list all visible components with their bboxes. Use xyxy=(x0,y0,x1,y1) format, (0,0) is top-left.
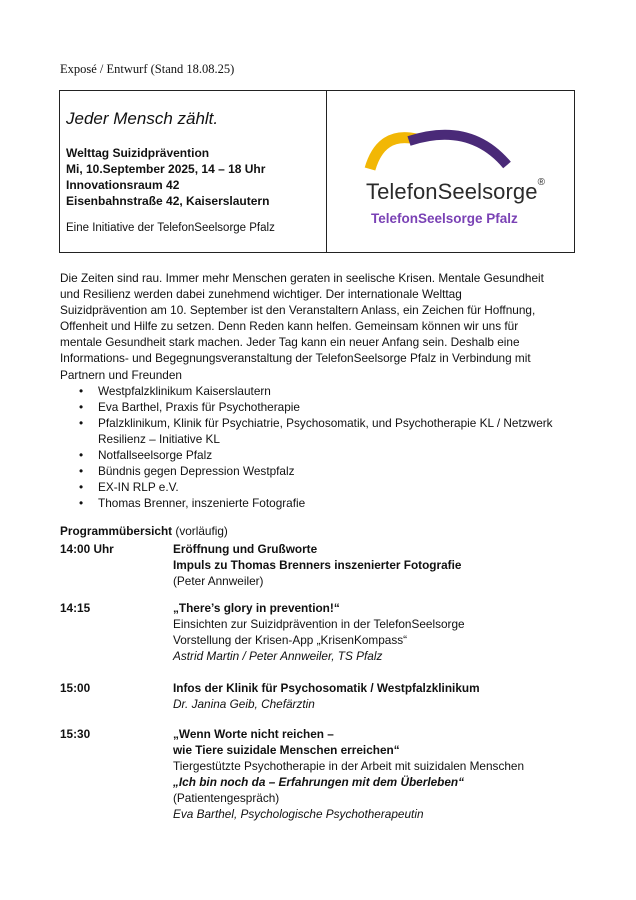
bullet-icon: • xyxy=(79,496,84,511)
intro-line: Die Zeiten sind rau. Immer mehr Menschen geraten in seelische Krisen. Mentale Gesundheit xyxy=(60,271,544,285)
partner-name: Eva Barthel, Praxis für Psychotherapie xyxy=(98,399,300,414)
slot-time: 14:00 Uhr xyxy=(60,542,114,556)
program-heading-label: Programmübersicht xyxy=(60,524,173,538)
event-address: Eisenbahnstraße 42, Kaiserslautern xyxy=(66,194,270,208)
slot-time: 14:15 xyxy=(60,601,91,615)
logo-subtitle: TelefonSeelsorge Pfalz xyxy=(371,211,518,226)
intro-line: Suizidprävention am 10. September ist den Veranstaltern Anlass, ein Zeichen für Hoffnung, xyxy=(60,303,536,318)
slot-title: Eröffnung und Grußworte xyxy=(173,542,318,556)
partner-item xyxy=(60,383,580,399)
slot-title: Infos der Klinik für Psychosomatik / Westpfalzklinikum xyxy=(173,681,480,695)
logo-name-text: TelefonSeelsorge xyxy=(366,179,538,204)
logo-arc-purple xyxy=(409,135,507,165)
telefonseelsorge-logo-icon xyxy=(327,91,574,252)
intro-section xyxy=(60,270,580,511)
intro-line: Informations- und Begegnungsveranstaltung der TelefonSeelsorge Pfalz in Verbindung mit xyxy=(60,351,531,366)
intro-line: Offenheit und Hilfe zu setzen. Denn Reden kann helfen. Gemeinsam können wir uns für xyxy=(60,319,519,334)
partner-name: Thomas Brenner, inszenierte Fotografie xyxy=(98,496,306,511)
slot-title: „Wenn Worte nicht reichen – xyxy=(173,727,334,741)
partner-item xyxy=(60,495,580,511)
partner-name: Bündnis gegen Depression Westpfalz xyxy=(98,464,295,479)
intro-line: und Resilienz werden dabei zunehmend wichtiger. Der internationale Welttag xyxy=(60,287,462,302)
event-info-box xyxy=(59,90,575,253)
slot-speaker: Dr. Janina Geib, Chefärztin xyxy=(173,697,315,712)
partner-name: EX-IN RLP e.V. xyxy=(98,480,179,495)
slot-note: (Patientengespräch) xyxy=(173,791,280,806)
registered-mark: ® xyxy=(537,177,546,188)
partner-item xyxy=(60,447,580,463)
slot-subtitle: „Ich bin noch da – Erfahrungen mit dem Überleben“ xyxy=(173,775,465,790)
slot-time: 15:00 xyxy=(60,681,91,695)
bullet-icon: • xyxy=(79,399,84,414)
logo-wordmark xyxy=(366,179,545,205)
partner-name: Westpfalzklinikum Kaiserslautern xyxy=(98,383,271,398)
partner-item xyxy=(60,463,580,479)
bullet-icon: • xyxy=(79,415,84,430)
slot-description: Tiergestützte Psychotherapie in der Arbeit mit suizidalen Menschen xyxy=(173,759,525,774)
partner-name: Resilienz – Initiative KL xyxy=(98,431,220,446)
partner-list xyxy=(60,383,580,512)
slot-time: 15:30 xyxy=(60,727,91,741)
slot-description: Vorstellung der Krisen-App „KrisenKompass“ xyxy=(173,633,408,648)
slot-title: wie Tiere suizidale Menschen erreichen“ xyxy=(173,743,400,758)
slot-subtitle: Impuls zu Thomas Brenners inszenierter Fotografie xyxy=(173,558,462,573)
logo-arc-yellow xyxy=(370,138,416,169)
partner-name: Notfallseelsorge Pfalz xyxy=(98,448,213,463)
bullet-icon: • xyxy=(79,480,84,495)
event-motto: Jeder Mensch zählt. xyxy=(66,109,219,128)
intro-paragraph xyxy=(60,270,580,383)
program-heading xyxy=(60,524,228,538)
slot-title: „There’s glory in prevention!“ xyxy=(173,601,340,615)
partner-name: Pfalzklinikum, Klinik für Psychiatrie, Psychosomatik, und Psychotherapie KL / Netzwerk xyxy=(98,415,553,430)
partner-item xyxy=(60,399,580,415)
intro-line: mentale Gesundheit stark machen. Jeder Tag kann ein neuer Anfang sein. Deshalb eine xyxy=(60,335,520,350)
event-initiative: Eine Initiative der TelefonSeelsorge Pfalz xyxy=(66,222,275,234)
event-date: Mi, 10.September 2025, 14 – 18 Uhr xyxy=(66,162,266,176)
slot-description: Einsichten zur Suizidprävention in der TelefonSeelsorge xyxy=(173,617,465,632)
program-heading-note: (vorläufig) xyxy=(175,524,228,538)
bullet-icon: • xyxy=(79,448,84,463)
slot-speaker: (Peter Annweiler) xyxy=(173,574,264,589)
event-venue: Innovationsraum 42 xyxy=(66,178,180,192)
slot-speaker: Astrid Martin / Peter Annweiler, TS Pfalz xyxy=(173,649,383,664)
partner-item xyxy=(60,479,580,495)
intro-line: Partnern und Freunden xyxy=(60,367,182,382)
slot-speaker: Eva Barthel, Psychologische Psychotherapeutin xyxy=(173,807,424,822)
document-header: Exposé / Entwurf (Stand 18.08.25) xyxy=(60,62,235,76)
event-details xyxy=(60,91,327,252)
logo-panel xyxy=(327,91,574,252)
bullet-icon: • xyxy=(79,464,84,479)
event-title: Welttag Suizidprävention xyxy=(66,146,210,160)
bullet-icon: • xyxy=(79,383,84,398)
partner-item xyxy=(60,415,580,447)
